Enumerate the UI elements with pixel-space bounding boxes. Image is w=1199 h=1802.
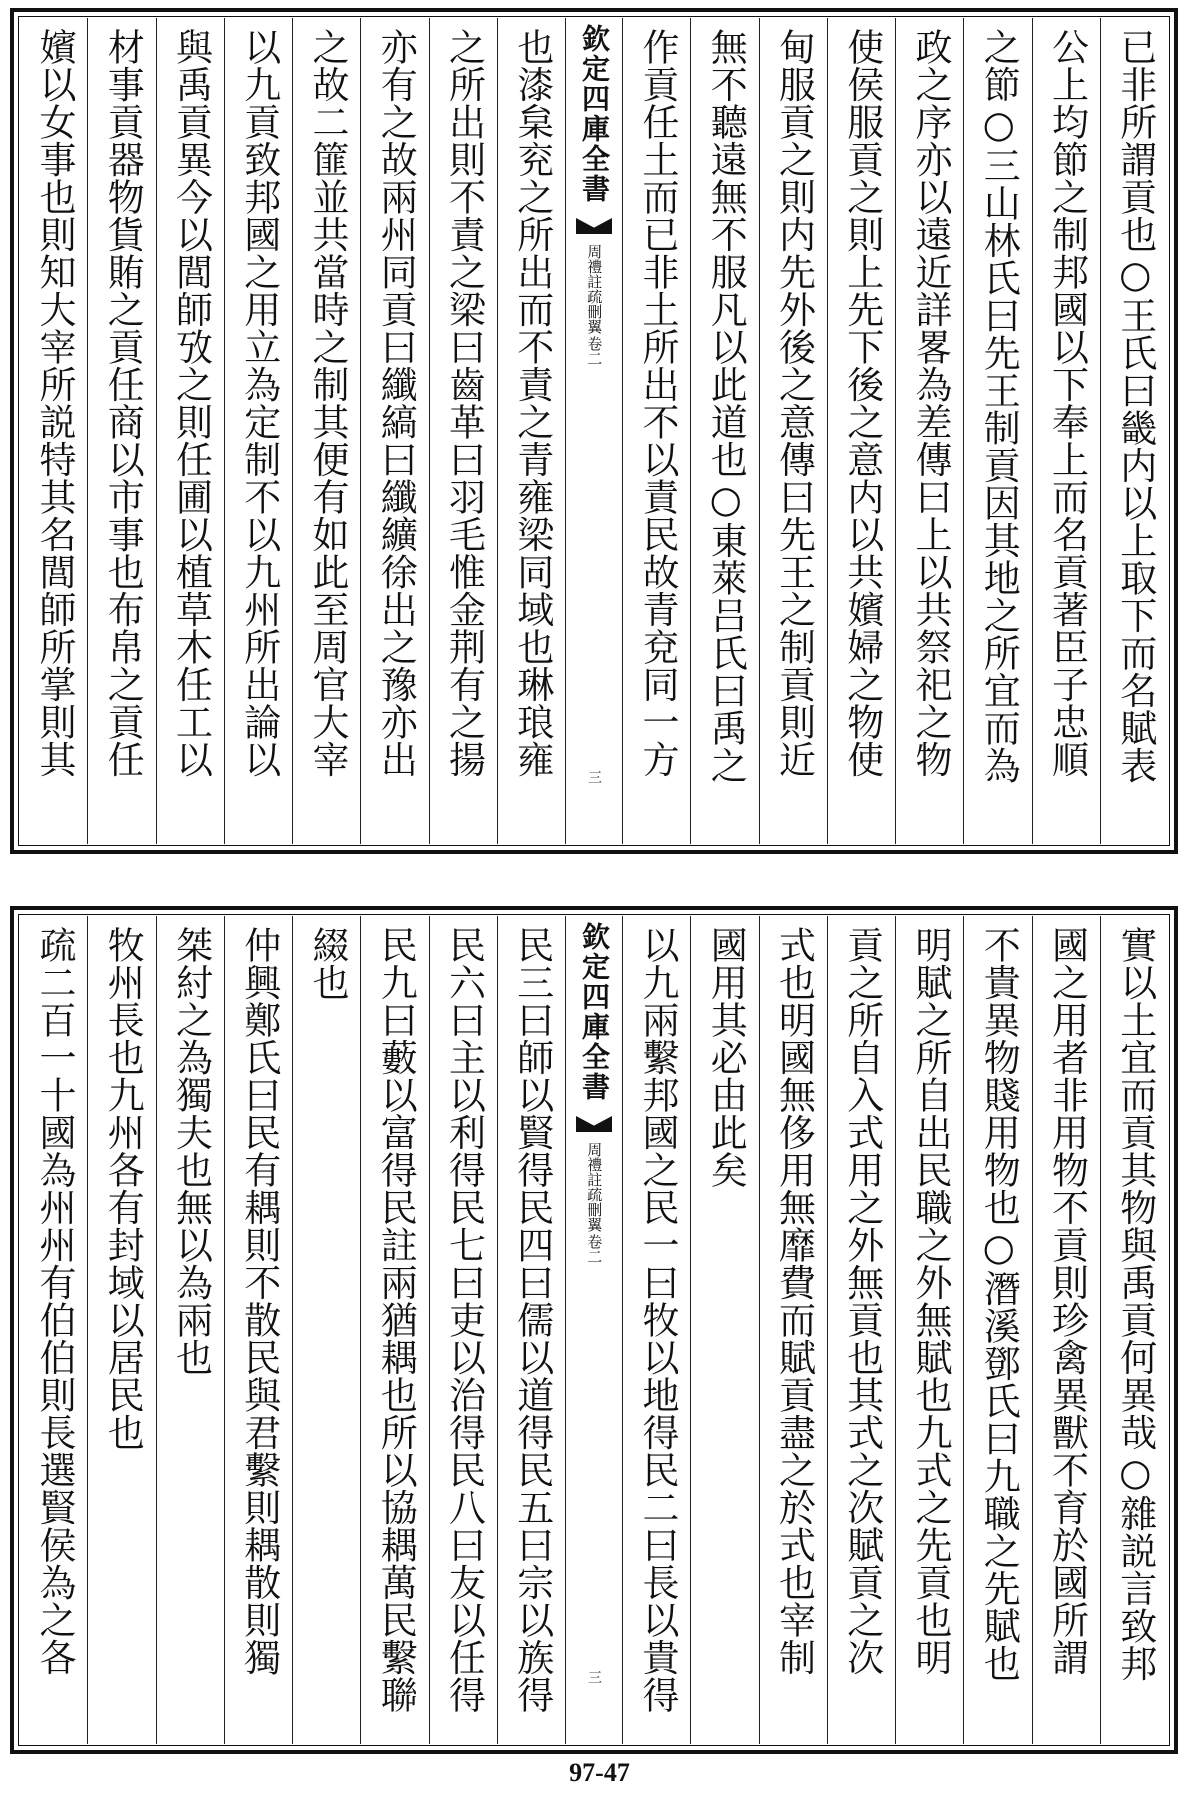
column-text: 也漆枲兖之所出而不責之青雍梁同域也琳琅雍: [510, 28, 554, 778]
column-text: 之故二篚並共當時之制其便有如此至周官大宰: [306, 28, 350, 778]
leaf-number: 三: [586, 1670, 602, 1684]
column-text: 以九貢致邦國之用立為定制不以九州所出論以: [237, 28, 281, 778]
text-column: [827, 916, 895, 1744]
top-page-columns: [20, 18, 1168, 844]
column-text: 使侯服貢之則上先下後之意内以共嬪婦之物使: [840, 28, 884, 778]
column-text: 亦有之故兩州同貢曰纖縞曰纖纊徐出之豫亦出: [374, 28, 418, 778]
column-text: 明賦之所自出民職之外無賦也九式之先貢也明: [909, 926, 953, 1676]
center-gutter: [565, 18, 622, 844]
column-text: 實以土宜而貢其物與禹貢何異哉○雜説言致邦: [1113, 926, 1157, 1682]
column-text: 與禹貢異今以閭師攷之則任圃以植草木任工以: [169, 28, 213, 778]
text-column: [429, 916, 497, 1744]
text-column: [963, 18, 1031, 844]
text-column: [690, 18, 758, 844]
text-column: [292, 916, 360, 1744]
collection-title: 欽定四庫全書: [578, 922, 611, 1102]
leaf-number: 三: [586, 770, 602, 784]
column-text: 民六曰主以利得民七曰吏以治得民八曰友以任得: [442, 926, 486, 1714]
column-text: 甸服貢之則内先外後之意傳曰先王之制貢則近: [772, 28, 816, 778]
text-column: [224, 18, 292, 844]
text-column: [895, 18, 963, 844]
text-column: [895, 916, 963, 1744]
text-column: [759, 18, 827, 844]
column-text: 疏二百一十國為州州有伯伯則長選賢侯為之各: [33, 926, 77, 1676]
column-text: 國用其必由此矣: [704, 926, 748, 1189]
column-text: 綴也: [306, 926, 350, 1001]
text-column: [622, 18, 690, 844]
column-text: 貢之所自入式用之外無貢也其式之次賦貢之次: [840, 926, 884, 1676]
text-column: [1032, 18, 1100, 844]
column-text: 以九兩繫邦國之民一曰牧以地得民二曰長以貴得: [636, 926, 680, 1714]
text-column: [156, 18, 224, 844]
text-column: [622, 916, 690, 1744]
fish-tail-mark-icon: [576, 214, 612, 238]
text-column: [429, 18, 497, 844]
column-text: 仲興鄭氏曰民有耦則不散民與君繫則耦散則獨: [237, 926, 281, 1676]
text-column: [1100, 916, 1168, 1744]
column-text: 之節○三山林氏曰先王制貢因其地之所宜而為: [977, 28, 1021, 784]
text-column: [360, 916, 428, 1744]
collection-title: 欽定四庫全書: [578, 24, 611, 204]
text-column: [963, 916, 1031, 1744]
column-text: 式也明國無侈用無靡費而賦貢盡之於式也宰制: [772, 926, 816, 1676]
column-text: 作貢任土而已非土所出不以責民故青兗同一方: [636, 28, 680, 778]
text-column: [156, 916, 224, 1744]
book-title: 周禮註疏刪翼: [585, 244, 604, 334]
book-title: 周禮註疏刪翼: [585, 1142, 604, 1232]
volume-label: 卷二: [585, 336, 604, 366]
bottom-page-columns: [20, 916, 1168, 1744]
text-column: [20, 18, 87, 844]
text-column: [20, 916, 87, 1744]
column-text: 已非所謂貢也○王氏曰畿内以上取下而名賦表: [1113, 28, 1157, 784]
column-text: 政之序亦以遠近詳畧為差傳曰上以共祭祀之物: [909, 28, 953, 778]
text-column: [759, 916, 827, 1744]
column-text: 牧州長也九州各有封域以居民也: [101, 926, 145, 1451]
column-text: 之所出則不責之梁曰齒革曰羽毛惟金荆有之揚: [442, 28, 486, 778]
text-column: [87, 18, 155, 844]
center-gutter: [565, 916, 622, 1744]
text-column: [87, 916, 155, 1744]
column-text: 不貴異物賤用物也○潛溪鄧氏曰九職之先賦也: [977, 926, 1021, 1682]
column-text: 民九曰藪以富得民註兩猶耦也所以協耦萬民繫聯: [374, 926, 418, 1714]
page-number: 97-47: [569, 1758, 630, 1787]
column-text: 民三曰師以賢得民四曰儒以道得民五曰宗以族得: [510, 926, 554, 1714]
text-column: [497, 916, 565, 1744]
text-column: [360, 18, 428, 844]
column-text: 無不聽遠無不服凡以此道也○東萊吕氏曰禹之: [704, 28, 748, 784]
column-text: 材事貢器物貨賄之貢任商以市事也布帛之貢任: [101, 28, 145, 778]
text-column: [827, 18, 895, 844]
volume-label: 卷二: [585, 1234, 604, 1264]
text-column: [1100, 18, 1168, 844]
column-text: 公上均節之制邦國以下奉上而名貢著臣子忠順: [1045, 28, 1089, 778]
text-column: [292, 18, 360, 844]
column-text: 桀紂之為獨夫也無以為兩也: [169, 926, 213, 1376]
text-column: [497, 18, 565, 844]
column-text: 國之用者非用物不貢則珍禽異獸不育於國所謂: [1045, 926, 1089, 1676]
text-column: [1032, 916, 1100, 1744]
text-column: [690, 916, 758, 1744]
top-page: [10, 8, 1178, 854]
text-column: [224, 916, 292, 1744]
column-text: 嬪以女事也則知大宰所説特其名閭師所掌則其: [33, 28, 77, 778]
bottom-page: [10, 906, 1178, 1754]
fish-tail-mark-icon: [576, 1112, 612, 1136]
